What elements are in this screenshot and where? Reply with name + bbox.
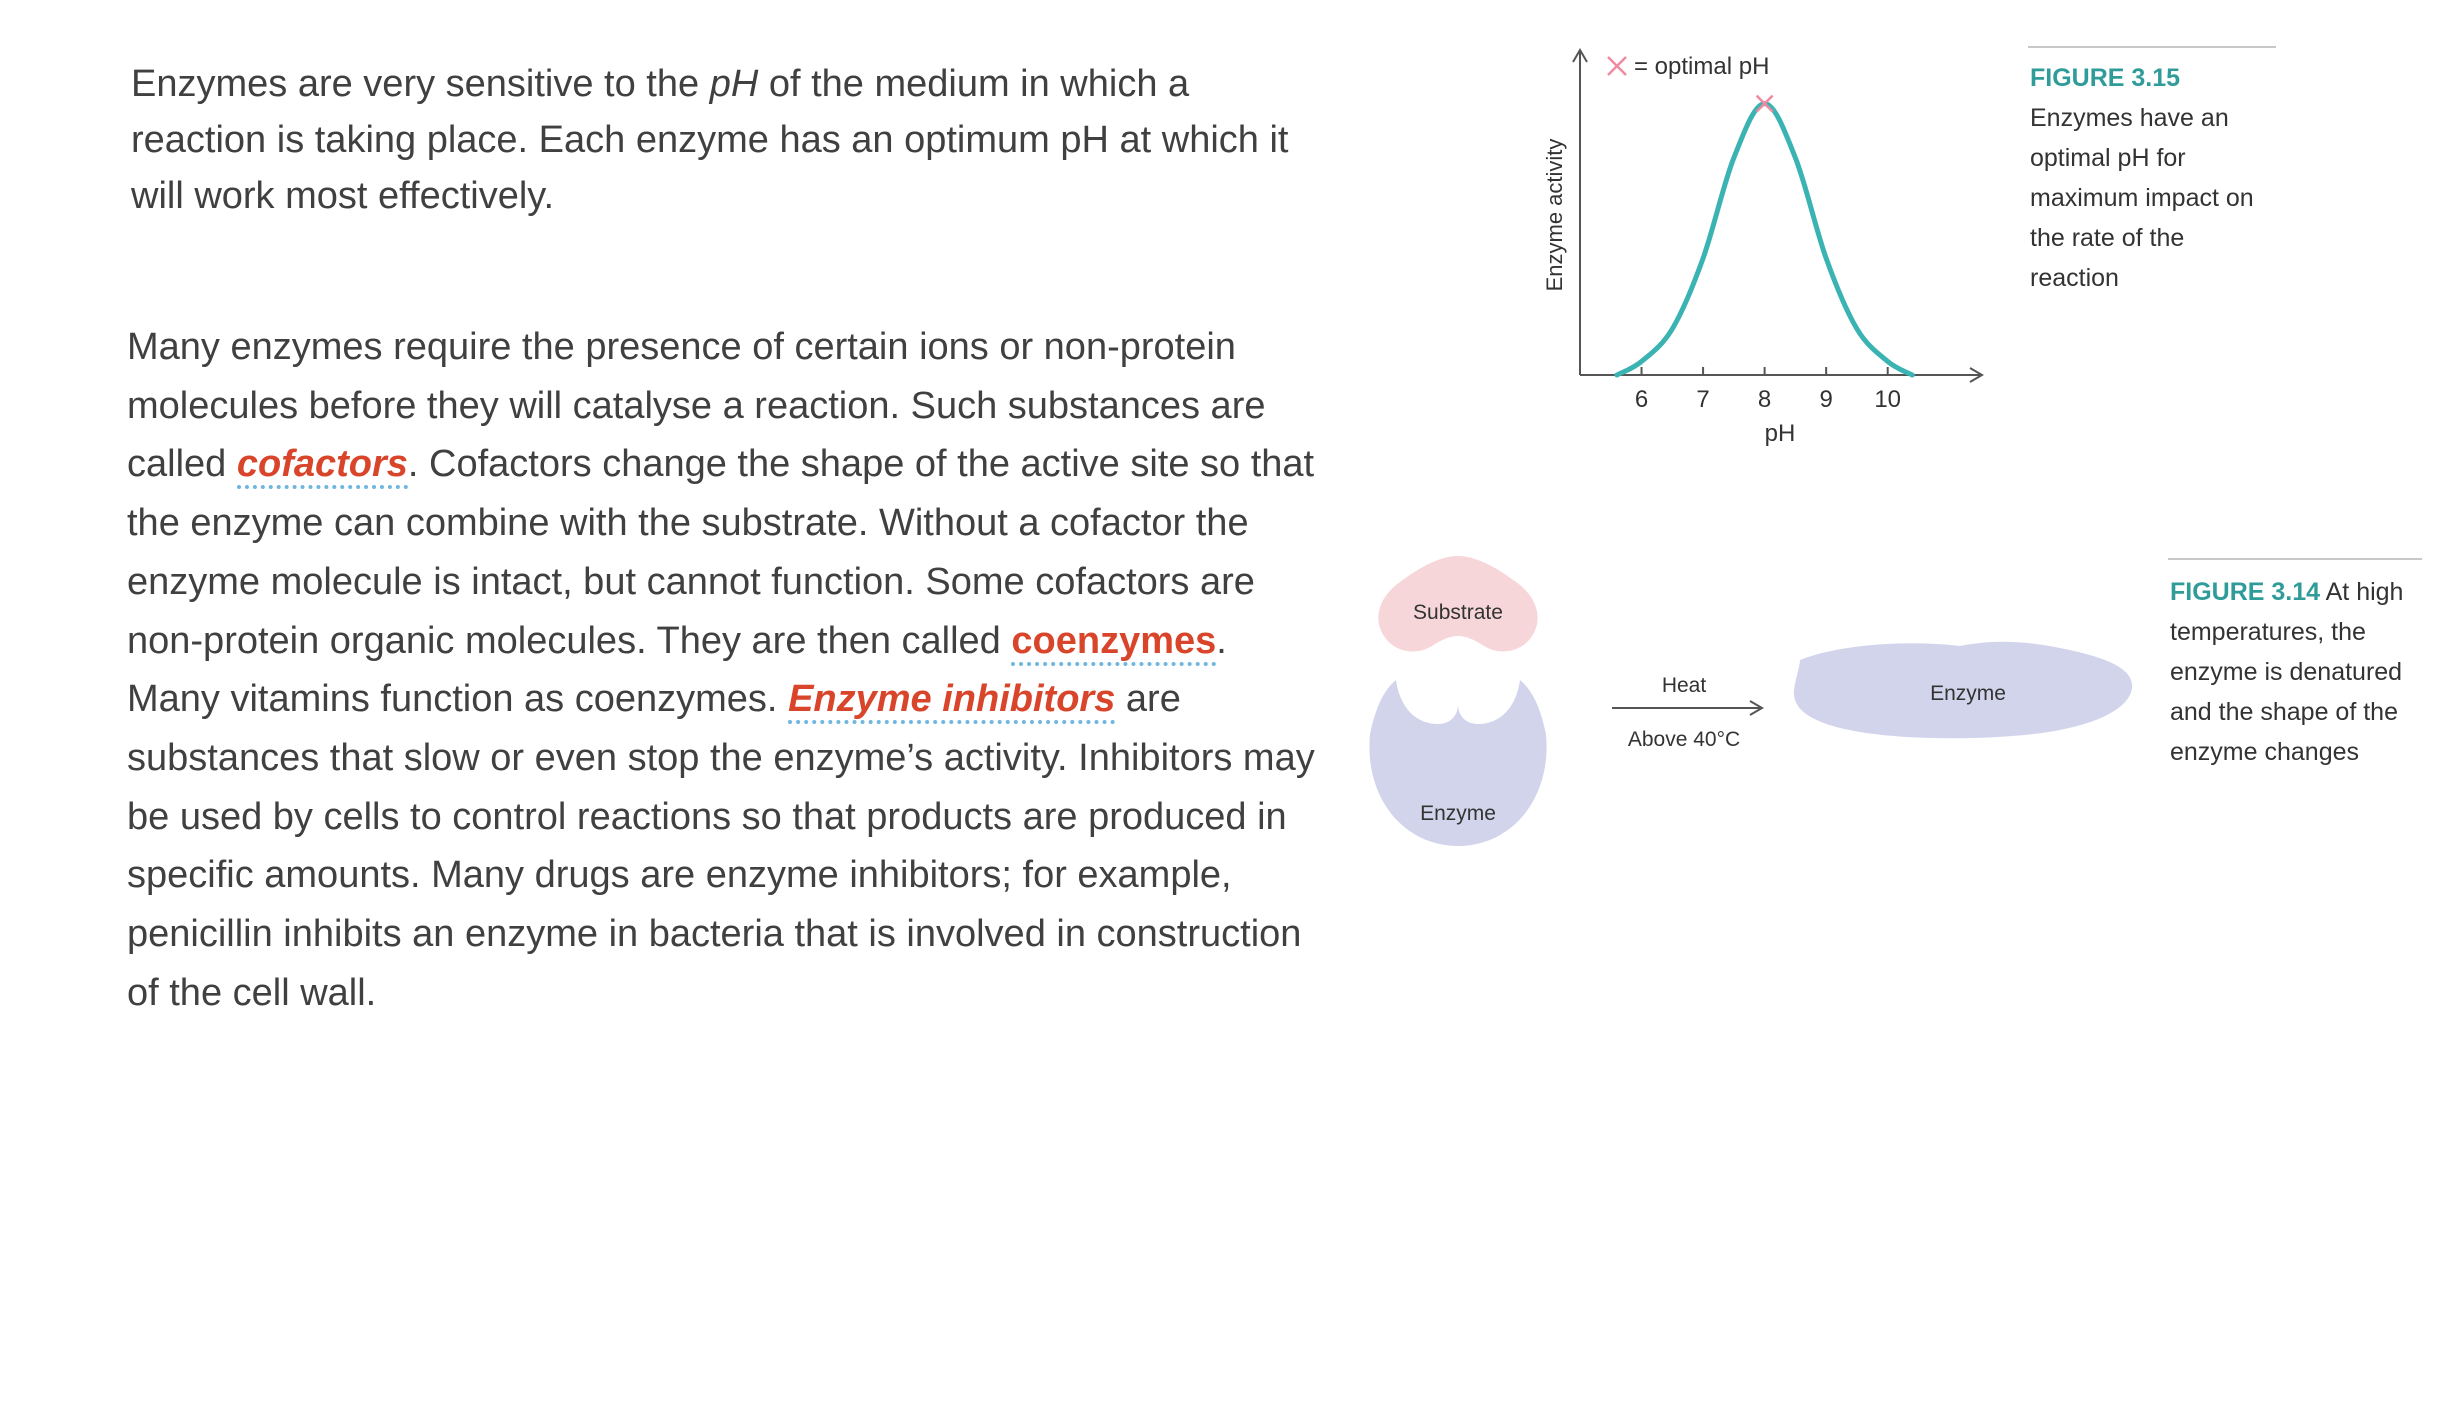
x-tick-label: 7: [1696, 386, 1710, 413]
para1-ph-italic: pH: [709, 63, 759, 105]
figure-3-14-caption: [2170, 572, 2420, 772]
substrate-label: Substrate: [1413, 601, 1503, 624]
x-tick-label: 8: [1757, 386, 1772, 413]
figure-3-15-label: FIGURE 3.15: [2030, 64, 2181, 92]
x-tick-label: 6: [1634, 386, 1649, 413]
paragraph-ph-sensitivity: [131, 56, 1291, 224]
x-axis-label: pH: [1764, 420, 1796, 447]
para2-text-1: Many enzymes require the presence of certain ions or non-protein molecules before they will catalyse a reaction. Such substances are called: [127, 326, 1266, 486]
chart-axes: [1573, 50, 1982, 382]
term-enzyme-inhibitors[interactable]: Enzyme inhibitors: [788, 678, 1115, 724]
legend-text: = optimal pH: [1634, 53, 1770, 80]
enzyme-label: Enzyme: [1420, 802, 1496, 825]
figure-3-14-text: At high temperatures, the enzyme is denatured and the shape of the enzyme changes: [2170, 578, 2404, 766]
para1-text-1: Enzymes are very sensitive to the: [131, 63, 710, 105]
x-tick-label: 10: [1874, 386, 1902, 413]
heat-label: Heat: [1661, 674, 1707, 697]
paragraph-cofactors: [127, 318, 1327, 1022]
figure-3-14-label: FIGURE 3.14: [2170, 578, 2321, 606]
para2-text-2: . Cofactors change the shape of the active site so that the enzyme can combine with the substrate. Without a cofactor the enzyme molecule is intact, but cannot function. Some cofactors are non-protein organic molecules. They are then called: [127, 443, 1315, 662]
figure-3-15-text: Enzymes have an optimal pH for maximum impact on the rate of the reaction: [2030, 104, 2254, 292]
figure-3-15-caption: [2030, 58, 2270, 298]
activity-curve: [1617, 104, 1912, 375]
term-cofactors[interactable]: cofactors: [237, 443, 408, 489]
chart-legend: [1608, 53, 1769, 80]
ph-activity-chart: [1500, 30, 2020, 460]
term-coenzymes[interactable]: coenzymes: [1011, 620, 1216, 666]
para2-text-3: . Many vitamins function as coenzymes.: [127, 619, 1227, 721]
y-axis-label: Enzyme activity: [1542, 138, 1567, 292]
denaturation-diagram: [1340, 540, 2180, 900]
temperature-label: Above 40°C: [1627, 728, 1741, 751]
para1-text-2: of the medium in which a reaction is taking place. Each enzyme has an optimum pH at which it will work most effectively.: [131, 63, 1289, 217]
figure-3-14-rule: [2168, 558, 2422, 560]
figure-3-15-rule: [2028, 46, 2276, 48]
denatured-enzyme-label: Enzyme: [1930, 682, 2006, 705]
para2-text-4: are substances that slow or even stop the enzyme’s activity. Inhibitors may be used by cells to control reactions so that products are produced in specific amounts. Many drugs are enzyme inhibitors; for example, penicillin inhibits an enzyme in bacteria that is involved in construction of the cell wall.: [127, 678, 1315, 1014]
x-tick-label: 9: [1819, 386, 1833, 413]
x-ticks: [1635, 367, 1901, 413]
